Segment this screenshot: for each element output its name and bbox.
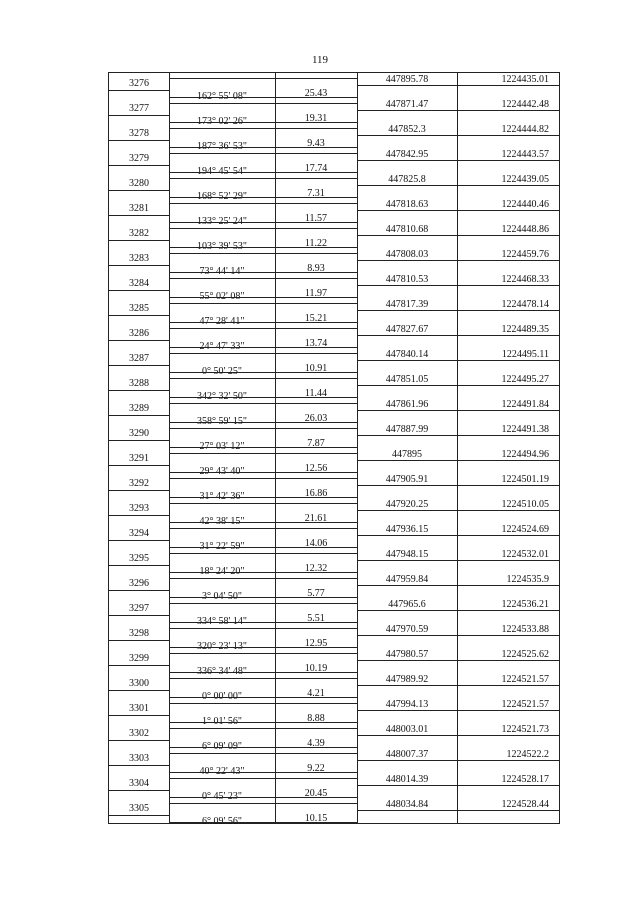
row-divider [169,172,357,173]
row-divider [169,472,357,473]
bearing-angle: 42° 38' 15" [199,516,245,527]
y-coordinate: 1224495.11 [501,349,549,360]
y-coordinate: 1224491.38 [501,424,549,435]
point-number: 3288 [129,378,149,389]
distance-value: 11.44 [304,388,328,399]
row-divider [357,660,559,661]
row-divider [169,453,357,454]
distance-value: 20.45 [304,788,328,799]
row-divider [357,485,559,486]
row-divider [109,640,169,641]
bearing-angle: 40° 22' 43" [199,766,245,777]
row-divider [169,103,357,104]
row-divider [109,540,169,541]
row-divider [357,510,559,511]
y-coordinate: 1224442.48 [501,99,549,110]
bearing-angle: 168° 52' 29" [197,191,247,202]
row-divider [169,597,357,598]
row-divider [169,122,357,123]
row-divider [109,265,169,266]
row-divider [357,160,559,161]
x-coordinate: 447887.99 [385,424,429,435]
point-number: 3283 [129,253,149,264]
row-divider [169,697,357,698]
row-divider [357,385,559,386]
y-coordinate: 1224491.84 [501,399,549,410]
point-number: 3299 [129,653,149,664]
row-divider [169,522,357,523]
row-divider [109,515,169,516]
bearing-angle: 187° 36' 53" [197,141,247,152]
bearing-angle: 133° 25' 24" [197,216,247,227]
row-divider [357,260,559,261]
y-coordinate: 1224510.05 [501,499,549,510]
bearing-angle: 320° 23' 13" [197,641,247,652]
row-divider [109,165,169,166]
x-coordinate: 448007.37 [385,749,429,760]
row-divider [357,285,559,286]
row-divider [169,328,357,329]
y-coordinate: 1224535.9 [506,574,549,585]
point-number: 3293 [129,503,149,514]
x-coordinate: 447851.05 [385,374,429,385]
x-coordinate: 447980.57 [385,649,429,660]
bearing-angle: 194° 45' 54" [197,166,247,177]
row-divider [357,235,559,236]
row-divider [169,303,357,304]
row-divider [169,797,357,798]
row-divider [357,560,559,561]
point-number: 3289 [129,403,149,414]
row-divider [357,710,559,711]
bearing-angle: 6° 09' 09" [202,741,242,752]
row-divider [357,185,559,186]
bearing-angle: 55° 02' 08" [199,291,245,302]
row-divider [109,140,169,141]
distance-value: 4.21 [307,688,325,699]
y-coordinate: 1224524.69 [501,524,549,535]
x-coordinate: 447840.14 [385,349,429,360]
distance-value: 8.93 [307,263,325,274]
page-number: 119 [311,54,329,66]
bearing-angle: 162° 55' 08" [197,91,247,102]
row-divider [109,765,169,766]
x-coordinate: 447810.68 [385,224,429,235]
y-coordinate: 1224495.27 [501,374,549,385]
y-coordinate: 1224521.57 [501,674,549,685]
row-divider [169,803,357,804]
distance-value: 21.61 [304,513,328,524]
row-divider [109,690,169,691]
row-divider [169,347,357,348]
y-coordinate: 1224521.57 [501,699,549,710]
point-number: 3297 [129,603,149,614]
row-divider [357,310,559,311]
point-number: 3303 [129,753,149,764]
y-coordinate: 1224489.35 [501,324,549,335]
row-divider [357,810,559,811]
point-number: 3278 [129,128,149,139]
row-divider [169,222,357,223]
x-coordinate: 447895.78 [385,74,429,85]
y-coordinate: 1224494.96 [501,449,549,460]
x-coordinate: 447808.03 [385,249,429,260]
y-coordinate: 1224448.86 [501,224,549,235]
row-divider [169,128,357,129]
row-divider [169,322,357,323]
point-number: 3305 [129,803,149,814]
x-coordinate: 447817.39 [385,299,429,310]
point-number: 3286 [129,328,149,339]
row-divider [357,460,559,461]
distance-value: 10.15 [304,813,328,824]
x-coordinate: 447970.59 [385,624,429,635]
row-divider [109,190,169,191]
row-divider [169,503,357,504]
row-divider [109,565,169,566]
row-divider [357,335,559,336]
row-divider [357,635,559,636]
y-coordinate: 1224459.76 [501,249,549,260]
row-divider [169,397,357,398]
bearing-angle: 1° 01' 56" [202,716,242,727]
x-coordinate: 447827.67 [385,324,429,335]
distance-value: 11.22 [304,238,328,249]
row-divider [109,315,169,316]
row-divider [169,428,357,429]
row-divider [169,422,357,423]
x-coordinate: 447936.15 [385,524,429,535]
y-coordinate: 1224435.01 [501,74,549,85]
row-divider [357,410,559,411]
point-number: 3281 [129,203,149,214]
row-divider [357,210,559,211]
bearing-angle: 47° 28' 41" [199,316,245,327]
row-divider [169,278,357,279]
row-divider [169,722,357,723]
bearing-angle: 358° 59' 15" [197,416,247,427]
row-divider [169,297,357,298]
row-divider [357,785,559,786]
row-divider [169,628,357,629]
row-divider [109,440,169,441]
bearing-angle: 336° 34' 48" [197,666,247,677]
x-coordinate: 447825.8 [388,174,426,185]
row-divider [169,372,357,373]
x-coordinate: 447871.47 [385,99,429,110]
distance-value: 5.51 [307,613,325,624]
distance-value: 25.43 [304,88,328,99]
distance-value: 26.03 [304,413,328,424]
row-divider [109,365,169,366]
row-divider [169,622,357,623]
row-divider [109,715,169,716]
bearing-angle: 342° 32' 50" [197,391,247,402]
row-divider [169,478,357,479]
y-coordinate: 1224532.01 [501,549,549,560]
bearing-angle: 173° 02' 26" [197,116,247,127]
row-divider [357,610,559,611]
row-divider [169,253,357,254]
bearing-angle: 31° 22' 59" [199,541,245,552]
x-coordinate: 448003.01 [385,724,429,735]
point-number: 3285 [129,303,149,314]
row-divider [109,215,169,216]
distance-value: 12.32 [304,563,328,574]
row-divider [109,340,169,341]
row-divider [169,822,357,823]
point-number: 3290 [129,428,149,439]
distance-value: 14.06 [304,538,328,549]
point-number: 3304 [129,778,149,789]
distance-value: 15.21 [304,313,328,324]
row-divider [169,653,357,654]
y-coordinate: 1224521.73 [501,724,549,735]
x-coordinate: 447861.96 [385,399,429,410]
distance-value: 12.56 [304,463,328,474]
point-number: 3296 [129,578,149,589]
point-number: 3284 [129,278,149,289]
x-coordinate: 447959.84 [385,574,429,585]
row-divider [169,778,357,779]
distance-value: 11.57 [304,213,328,224]
point-number: 3301 [129,703,149,714]
x-coordinate: 447818.63 [385,199,429,210]
x-coordinate: 447852.3 [388,124,426,135]
x-coordinate: 447895 [392,449,422,460]
point-number: 3279 [129,153,149,164]
row-divider [109,290,169,291]
point-number: 3292 [129,478,149,489]
row-divider [357,435,559,436]
row-divider [109,240,169,241]
point-number: 3294 [129,528,149,539]
distance-value: 16.86 [304,488,328,499]
point-number: 3282 [129,228,149,239]
y-coordinate: 1224443.57 [501,149,549,160]
row-divider [109,90,169,91]
point-number: 3280 [129,178,149,189]
row-divider [357,85,559,86]
x-coordinate: 447810.53 [385,274,429,285]
y-coordinate: 1224536.21 [501,599,549,610]
row-divider [169,97,357,98]
row-divider [169,772,357,773]
row-divider [169,403,357,404]
row-divider [169,378,357,379]
row-divider [169,78,357,79]
row-divider [169,678,357,679]
y-coordinate: 1224533.88 [501,624,549,635]
distance-value: 19.31 [304,113,328,124]
row-divider [169,153,357,154]
distance-value: 13.74 [304,338,328,349]
y-coordinate: 1224528.17 [501,774,549,785]
row-divider [169,353,357,354]
bearing-angle: 29° 43' 40" [199,466,245,477]
row-divider [169,203,357,204]
row-divider [357,585,559,586]
row-divider [169,647,357,648]
y-coordinate: 1224525.62 [501,649,549,660]
row-divider [109,615,169,616]
row-divider [109,815,169,816]
point-number: 3291 [129,453,149,464]
row-divider [169,603,357,604]
bearing-angle: 6° 09' 56" [202,816,242,827]
row-divider [109,590,169,591]
point-number: 3295 [129,553,149,564]
y-coordinate: 1224528.44 [501,799,549,810]
distance-value: 7.87 [307,438,325,449]
row-divider [357,135,559,136]
x-coordinate: 447948.15 [385,549,429,560]
bearing-angle: 0° 45' 23" [202,791,242,802]
distance-value: 17.74 [304,163,328,174]
row-divider [109,465,169,466]
bearing-angle: 73° 44' 14" [199,266,245,277]
x-coordinate: 447842.95 [385,149,429,160]
bearing-angle: 334° 58' 14" [197,616,247,627]
distance-value: 12.95 [304,638,328,649]
y-coordinate: 1224501.19 [501,474,549,485]
distance-value: 7.31 [307,188,325,199]
x-coordinate: 447994.13 [385,699,429,710]
row-divider [109,740,169,741]
bearing-angle: 0° 50' 25" [202,366,242,377]
row-divider [109,490,169,491]
y-coordinate: 1224468.33 [501,274,549,285]
y-coordinate: 1224439.05 [501,174,549,185]
bearing-angle: 0° 00' 00" [202,691,242,702]
coordinates-table [108,72,560,827]
row-divider [169,728,357,729]
y-coordinate: 1224478.14 [501,299,549,310]
point-number: 3276 [129,78,149,89]
point-number: 3302 [129,728,149,739]
row-divider [169,497,357,498]
bearing-angle: 103° 39' 53" [197,241,247,252]
point-number: 3277 [129,103,149,114]
row-divider [169,572,357,573]
distance-value: 8.88 [307,713,325,724]
distance-value: 5.77 [307,588,325,599]
bearing-angle: 3° 04' 50" [202,591,242,602]
row-divider [357,735,559,736]
point-number: 3300 [129,678,149,689]
row-divider [109,390,169,391]
x-coordinate: 447965.6 [388,599,426,610]
bearing-angle: 18° 24' 20" [199,566,245,577]
distance-value: 11.97 [304,288,328,299]
row-divider [169,197,357,198]
row-divider [357,760,559,761]
row-divider [169,178,357,179]
row-divider [169,578,357,579]
row-divider [169,228,357,229]
x-coordinate: 448014.39 [385,774,429,785]
distance-value: 4.39 [307,738,325,749]
x-coordinate: 447920.25 [385,499,429,510]
row-divider [169,753,357,754]
y-coordinate: 1224440.46 [501,199,549,210]
row-divider [357,685,559,686]
distance-value: 9.22 [307,763,325,774]
distance-value: 10.91 [304,363,328,374]
row-divider [357,535,559,536]
x-coordinate: 447989.92 [385,674,429,685]
row-divider [169,247,357,248]
bearing-angle: 27° 03' 12" [199,441,245,452]
row-divider [169,553,357,554]
distance-value: 9.43 [307,138,325,149]
row-divider [169,528,357,529]
y-coordinate: 1224522.2 [506,749,549,760]
distance-value: 10.19 [304,663,328,674]
row-divider [109,790,169,791]
y-coordinate: 1224444.82 [501,124,549,135]
row-divider [169,547,357,548]
x-coordinate: 447905.91 [385,474,429,485]
row-divider [109,115,169,116]
row-divider [109,665,169,666]
row-divider [357,360,559,361]
row-divider [169,147,357,148]
row-divider [169,447,357,448]
point-number: 3287 [129,353,149,364]
x-coordinate: 448034.84 [385,799,429,810]
row-divider [169,747,357,748]
bearing-angle: 31° 42' 36" [199,491,245,502]
row-divider [109,415,169,416]
row-divider [169,703,357,704]
row-divider [169,272,357,273]
point-number: 3298 [129,628,149,639]
row-divider [169,672,357,673]
bearing-angle: 24° 47' 33" [199,341,245,352]
row-divider [357,110,559,111]
